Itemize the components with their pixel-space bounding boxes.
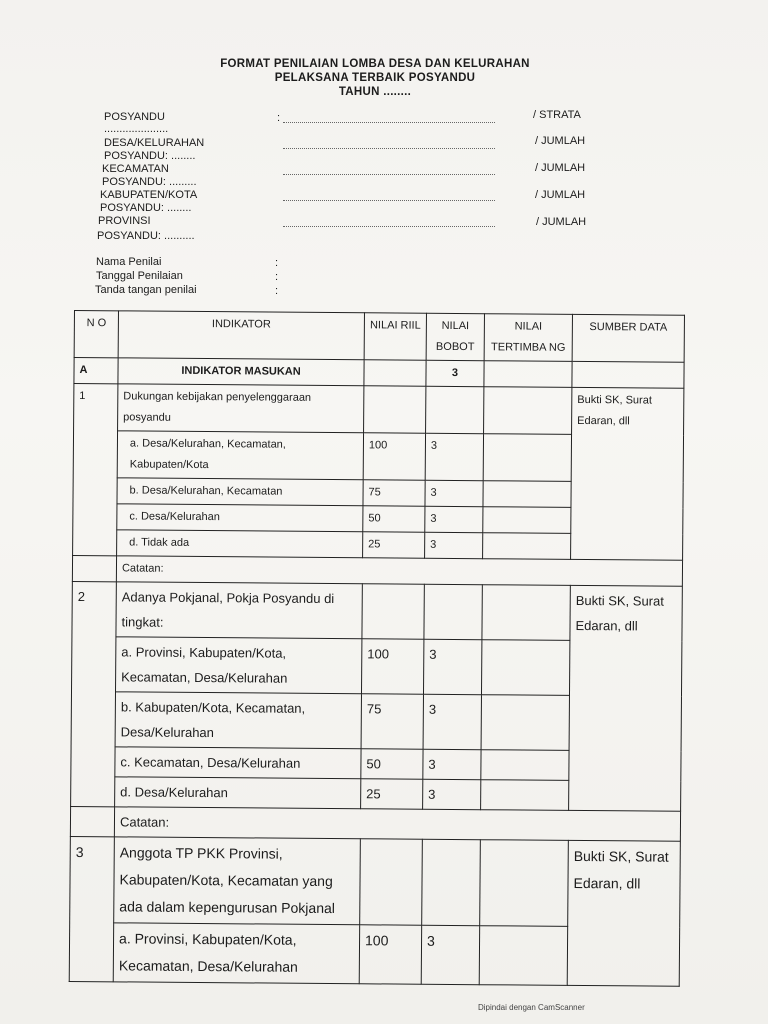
tertimbang-cell[interactable]	[481, 750, 569, 781]
tertimbang-cell[interactable]	[480, 840, 569, 927]
bobot-value: 3	[423, 694, 481, 749]
desa-posyandu-label: POSYANDU: ........	[104, 150, 196, 162]
option-text: d. Desa/Kelurahan	[115, 777, 361, 809]
posyandu-dots: .....................	[104, 123, 169, 135]
option-text: c. Desa/Kelurahan	[117, 504, 363, 532]
strata-label: / STRATA	[533, 109, 581, 121]
colon: :	[275, 285, 279, 297]
catatan-label[interactable]: Catatan:	[116, 556, 682, 586]
jumlah-label: / JUMLAH	[535, 189, 586, 201]
colon: :	[275, 257, 279, 269]
header-nilai-riil: NILAI RIIL	[364, 313, 426, 360]
bobot-value: 3	[423, 749, 481, 779]
sumber-data-cell: Bukti SK, Surat Edaran, dll	[567, 840, 680, 986]
bobot-cell[interactable]	[422, 839, 481, 925]
option-text: d. Tidak ada	[117, 530, 363, 558]
bobot-value: 3	[425, 480, 483, 506]
tertimbang-cell[interactable]	[484, 387, 572, 435]
header-nilai-tertimbang: NILAI TERTIMBA NG	[484, 314, 572, 362]
nama-penilai-label: Nama Penilai	[96, 256, 162, 268]
provinsi-posyandu-label: POSYANDU: ..........	[97, 230, 195, 242]
riil-cell[interactable]	[364, 386, 426, 433]
provinsi-label: PROVINSI	[98, 215, 151, 227]
tertimbang-cell[interactable]	[483, 481, 571, 508]
riil-value: 25	[363, 532, 425, 558]
header-indikator: INDIKATOR	[118, 311, 364, 360]
header-no: N O	[74, 311, 118, 358]
tertimbang-cell[interactable]	[482, 585, 570, 641]
bobot-cell[interactable]	[424, 584, 482, 639]
riil-cell[interactable]	[364, 360, 426, 386]
tertimbang-cell[interactable]	[484, 361, 572, 388]
tanda-tangan-label: Tanda tangan penilai	[95, 284, 197, 296]
bobot-value: 3	[425, 433, 483, 480]
option-text: a. Provinsi, Kabupaten/Kota, Kecamatan, Desa/Kelurahan	[113, 923, 359, 984]
section-letter: A	[74, 358, 118, 384]
desa-label: DESA/KELURAHAN	[104, 137, 205, 149]
table-row	[72, 581, 682, 641]
riil-cell[interactable]	[362, 584, 424, 639]
bobot-value: 3	[423, 779, 481, 809]
posyandu-fill-line[interactable]	[283, 122, 495, 123]
bobot-cell[interactable]	[426, 386, 484, 433]
provinsi-fill-line[interactable]	[283, 226, 495, 227]
table-row	[74, 384, 684, 436]
catatan-row	[70, 806, 680, 841]
scanner-watermark: Dipindai dengan CamScanner	[478, 1003, 585, 1012]
tertimbang-cell[interactable]	[483, 507, 571, 534]
posyandu-label: POSYANDU	[104, 111, 165, 123]
option-text: b. Kabupaten/Kota, Kecamatan, Desa/Kelurahan	[115, 692, 361, 749]
bobot-value: 3	[425, 532, 483, 558]
riil-value: 25	[361, 779, 423, 809]
sumber-cell	[572, 361, 684, 388]
table-header-row	[74, 311, 684, 363]
jumlah-label: / JUMLAH	[535, 135, 586, 147]
riil-value: 75	[363, 480, 425, 506]
option-text: a. Provinsi, Kabupaten/Kota, Kecamatan, Desa/Kelurahan	[116, 637, 362, 694]
bobot-value: 3	[423, 639, 481, 694]
riil-value: 100	[363, 433, 425, 480]
tertimbang-cell[interactable]	[481, 695, 569, 751]
tertimbang-cell[interactable]	[483, 533, 571, 560]
option-text: a. Desa/Kelurahan, Kecamatan, Kabupaten/Kota	[117, 431, 363, 480]
tertimbang-cell[interactable]	[481, 640, 569, 696]
sumber-data-cell: Bukti SK, Surat Edaran, dll	[571, 387, 684, 560]
jumlah-label: / JUMLAH	[536, 216, 587, 228]
bobot-cell: 3	[426, 360, 484, 386]
riil-cell[interactable]	[360, 839, 423, 925]
desa-fill-line[interactable]	[283, 148, 495, 149]
catatan-label[interactable]: Catatan:	[114, 807, 680, 841]
riil-value: 75	[361, 694, 423, 749]
kabupaten-posyandu-label: POSYANDU: ........	[100, 202, 192, 214]
table-row	[70, 836, 681, 927]
colon: :	[277, 112, 281, 124]
jumlah-label: / JUMLAH	[535, 162, 586, 174]
tertimbang-cell[interactable]	[483, 434, 571, 482]
item-number: 2	[71, 581, 117, 806]
doc-title: FORMAT PENILAIAN LOMBA DESA DAN KELURAHAN	[220, 58, 530, 70]
riil-value: 100	[359, 925, 421, 984]
kabupaten-fill-line[interactable]	[283, 200, 495, 201]
option-text: c. Kecamatan, Desa/Kelurahan	[115, 747, 361, 779]
item-number: 3	[69, 836, 114, 981]
riil-value: 50	[363, 506, 425, 532]
kecamatan-fill-line[interactable]	[283, 174, 495, 175]
tertimbang-cell[interactable]	[479, 926, 567, 986]
colon: :	[275, 271, 279, 283]
indikator-text: Adanya Pokjanal, Pokja Posyandu di tingkat:	[116, 582, 362, 639]
item-number: 1	[73, 384, 118, 556]
assessment-table	[69, 310, 685, 987]
section-title: INDIKATOR MASUKAN	[118, 358, 364, 386]
indikator-text: Dukungan kebijakan penyelenggaraan posyandu	[118, 384, 364, 433]
riil-value: 50	[361, 749, 423, 779]
header-sumber-data: SUMBER DATA	[572, 314, 684, 362]
tanggal-penilaian-label: Tanggal Penilaian	[96, 270, 183, 282]
doc-subtitle: PELAKSANA TERBAIK POSYANDU	[274, 72, 476, 84]
kecamatan-label: KECAMATAN	[102, 163, 169, 175]
indikator-text: Anggota TP PKK Provinsi, Kabupaten/Kota, Kecamatan yang ada dalam kepengurusan Pokjanal	[114, 837, 361, 925]
kecamatan-posyandu-label: POSYANDU: .........	[102, 176, 197, 188]
doc-year: TAHUN ........	[338, 86, 412, 98]
sumber-data-cell: Bukti SK, Surat Edaran, dll	[569, 585, 683, 811]
header-nilai-bobot: NILAI BOBOT	[426, 313, 484, 360]
bobot-value: 3	[425, 506, 483, 532]
bobot-value: 3	[421, 925, 479, 984]
kabupaten-label: KABUPATEN/KOTA	[100, 189, 198, 201]
tertimbang-cell[interactable]	[481, 780, 569, 811]
option-text: b. Desa/Kelurahan, Kecamatan	[117, 478, 363, 506]
riil-value: 100	[361, 639, 423, 694]
